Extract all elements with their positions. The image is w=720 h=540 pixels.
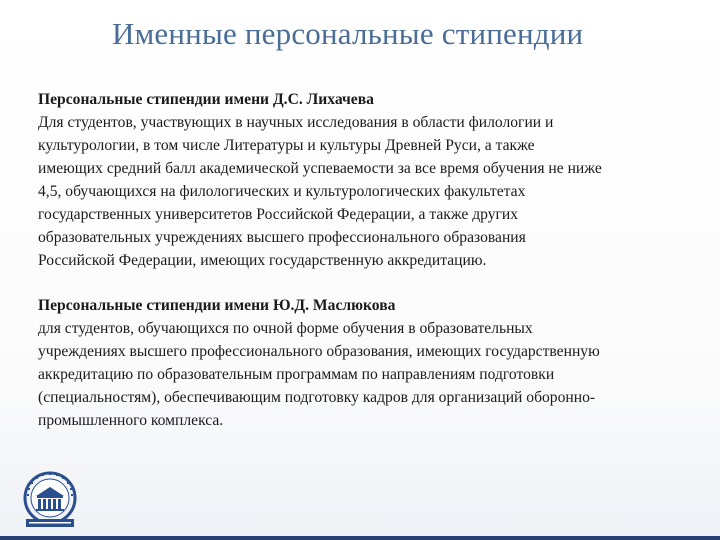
section-heading: Персональные стипендии имени Д.С. Лихачева xyxy=(38,91,374,108)
section-likhachev xyxy=(38,88,708,272)
text-line: образовательных учреждениях высшего профессионального образования xyxy=(38,229,526,246)
text-line: культурологии, в том числе Литературы и культуры Древней Руси, а также xyxy=(38,137,535,154)
university-emblem-icon xyxy=(16,470,88,530)
text-line: имеющих средний балл академической успеваемости за все время обучения не ниже xyxy=(38,160,602,177)
text-line: государственных университетов Российской Федерации, а также других xyxy=(38,206,519,223)
text-line: 4,5, обучающихся на филологических и культурологических факультетах xyxy=(38,183,526,200)
bottom-bar xyxy=(0,536,720,540)
text-line: Российской Федерации, имеющих государственную аккредитацию. xyxy=(38,252,487,269)
text-line: аккредитацию по образовательным программам по направлениям подготовки xyxy=(38,366,555,383)
section-text xyxy=(38,317,708,432)
text-line: промышленного комплекса. xyxy=(38,412,224,429)
section-maslyukov xyxy=(38,294,708,432)
slide-content xyxy=(38,88,708,454)
section-text xyxy=(38,111,708,272)
text-line: учреждениях высшего профессионального образования, имеющих государственную xyxy=(38,343,600,360)
text-line: для студентов, обучающихся по очной форме обучения в образовательных xyxy=(38,320,533,337)
text-line: Для студентов, участвующих в научных исследования в области филологии и xyxy=(38,114,554,131)
slide-title: Именные персональные стипендии xyxy=(112,16,584,51)
section-heading: Персональные стипендии имени Ю.Д. Маслюкова xyxy=(38,297,396,314)
text-line: (специальностям), обеспечивающим подготовку кадров для организаций оборонно- xyxy=(38,389,596,406)
